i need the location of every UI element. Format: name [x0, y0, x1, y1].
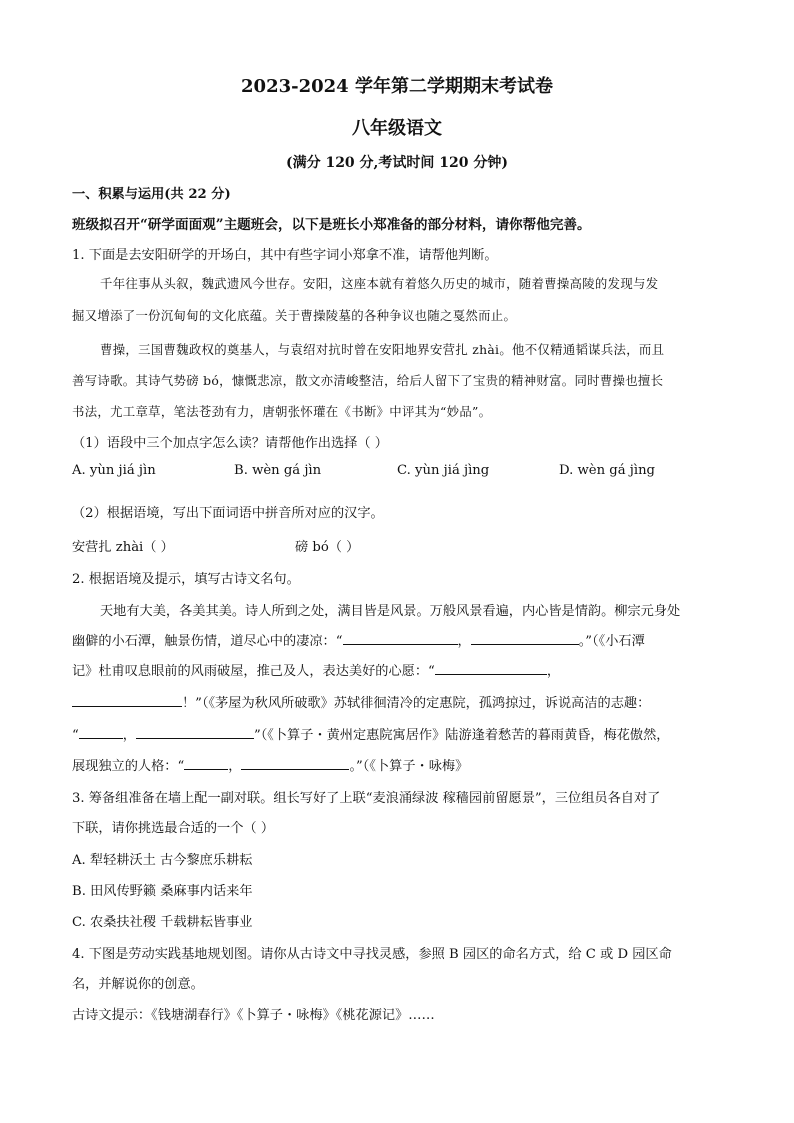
q4-stem: 名，并解说你的创意。: [72, 977, 204, 992]
q2-text: 。”（《小石潭: [578, 634, 645, 649]
exam-title: 2023-2024 学年第二学期期末考试卷: [241, 76, 553, 97]
q2-text: ”（《卜算子・黄州定惠院寓居作》陆游逢着愁苦的暮雨黄昏，梅花傲然，: [253, 728, 670, 743]
q1-passage-line: 掘又增添了一份沉甸甸的文化底蕴。关于曹操陵墓的各种争议也随之戛然而止。: [72, 308, 517, 323]
q1-passage-line: 曹操，三国曹魏政权的奠基人，与袁绍对抗时曾在安阳地界安营扎 zhài。他不仅精通韬谋兵法，而且: [100, 342, 665, 357]
answer-blank[interactable]: [79, 726, 123, 739]
q1-passage-line: 善写诗歌。其诗气势磅 bó，慷慨悲凉，散文亦清峻整洁，给后人留下了宝贵的精神财富。同时曹操也擅长: [72, 373, 664, 388]
q2-text: 幽僻的小石潭，触景伤情，道尽心中的凄凉：“: [72, 634, 343, 649]
q2-line: [72, 660, 722, 679]
q4-stem: 4. 下图是劳动实践基地规划图。请你从古诗文中寻找灵感，参照 B 园区的命名方式，给 C 或 D 园区命: [72, 947, 672, 962]
q3-option-c[interactable]: C. 农桑扶社稷 千载耕耘皆事业: [72, 915, 253, 930]
q1-option-d[interactable]: D. wèn gá jìng: [559, 463, 656, 478]
q1-option-b[interactable]: B. wèn gá jìn: [234, 463, 322, 478]
q1-passage-line: 书法，尤工章草，笔法苍劲有力，唐朝张怀瓘在《书断》中评其为“妙品”。: [72, 404, 492, 419]
q2-text: ，: [228, 759, 242, 774]
q3-option-b[interactable]: B. 田风传野籁 桑麻事内话来年: [72, 884, 253, 899]
q2-stem: 2. 根据语境及提示，填写古诗文名句。: [72, 572, 300, 587]
q2-text: ！”（《茅屋为秋风所破歌》苏轼徘徊清冷的定惠院，孤鸿掠过，诉说高洁的志趣：: [182, 696, 651, 711]
answer-blank[interactable]: [435, 662, 547, 675]
grade-subject: 八年级语文: [352, 118, 442, 139]
q1-option-a[interactable]: A. yùn jiá jìn: [72, 463, 156, 478]
q1-fill-bo[interactable]: 磅 bó（ ）: [295, 540, 360, 555]
q2-line: [72, 724, 722, 743]
q3-stem: 3. 筹备组准备在墙上配一副对联。组长写好了上联“麦浪涌绿波 稼穑园前留愿景”，三位组员各自对了: [72, 791, 661, 806]
answer-blank[interactable]: [184, 757, 228, 770]
answer-blank[interactable]: [72, 694, 182, 707]
q2-line: [72, 630, 722, 649]
answer-blank[interactable]: [241, 757, 349, 770]
q1-sub2: （2）根据语境，写出下面词语中拼音所对应的汉字。: [72, 506, 384, 521]
q2-text: ，: [457, 634, 471, 649]
section-heading: 一、积累与运用(共 22 分): [72, 187, 231, 202]
q1-fill-zhai[interactable]: 安营扎 zhài（ ）: [72, 540, 174, 555]
q2-text: 展现独立的人格：“: [72, 759, 185, 774]
q1-stem: 1. 下面是去安阳研学的开场白，其中有些字词小郑拿不准，请帮他判断。: [72, 248, 498, 263]
q2-text: ，: [546, 664, 560, 679]
q1-sub1: （1）语段中三个加点字怎么读？请帮他作出选择（ ）: [72, 436, 388, 451]
q3-option-a[interactable]: A. 犁轻耕沃土 古今黎庶乐耕耘: [72, 853, 253, 868]
q4-hint: 古诗文提示：《钱塘湖春行》《卜算子・咏梅》《桃花源记》……: [72, 1008, 435, 1023]
answer-blank[interactable]: [136, 726, 254, 739]
q2-text: ，: [122, 728, 136, 743]
q2-text: 记》杜甫叹息眼前的风雨破屋，推己及人，表达美好的心愿：“: [72, 664, 435, 679]
q3-stem: 下联，请你挑选最合适的一个（ ）: [72, 821, 275, 836]
section-intro: 班级拟召开“研学面面观”主题班会，以下是班长小郑准备的部分材料，请你帮他完善。: [72, 217, 591, 233]
answer-blank[interactable]: [343, 632, 458, 645]
answer-blank[interactable]: [471, 632, 579, 645]
q2-line: [72, 755, 722, 774]
score-time-note: (满分 120 分,考试时间 120 分钟): [285, 155, 509, 171]
q2-text: “: [72, 728, 79, 743]
q2-text: 。”（《卜算子・咏梅》: [349, 759, 469, 774]
q1-passage-line: 千年往事从头叙，魏武遗风今世存。安阳，这座本就有着悠久历史的城市，随着曹操高陵的发现与发: [100, 276, 659, 291]
q2-line: 天地有大美，各美其美。诗人所到之处，满目皆是风景。万般风景看遍，内心皆是情韵。柳宗元身处: [100, 604, 681, 619]
q2-line: [72, 692, 722, 711]
q1-option-c[interactable]: C. yùn jiá jìng: [397, 463, 490, 478]
